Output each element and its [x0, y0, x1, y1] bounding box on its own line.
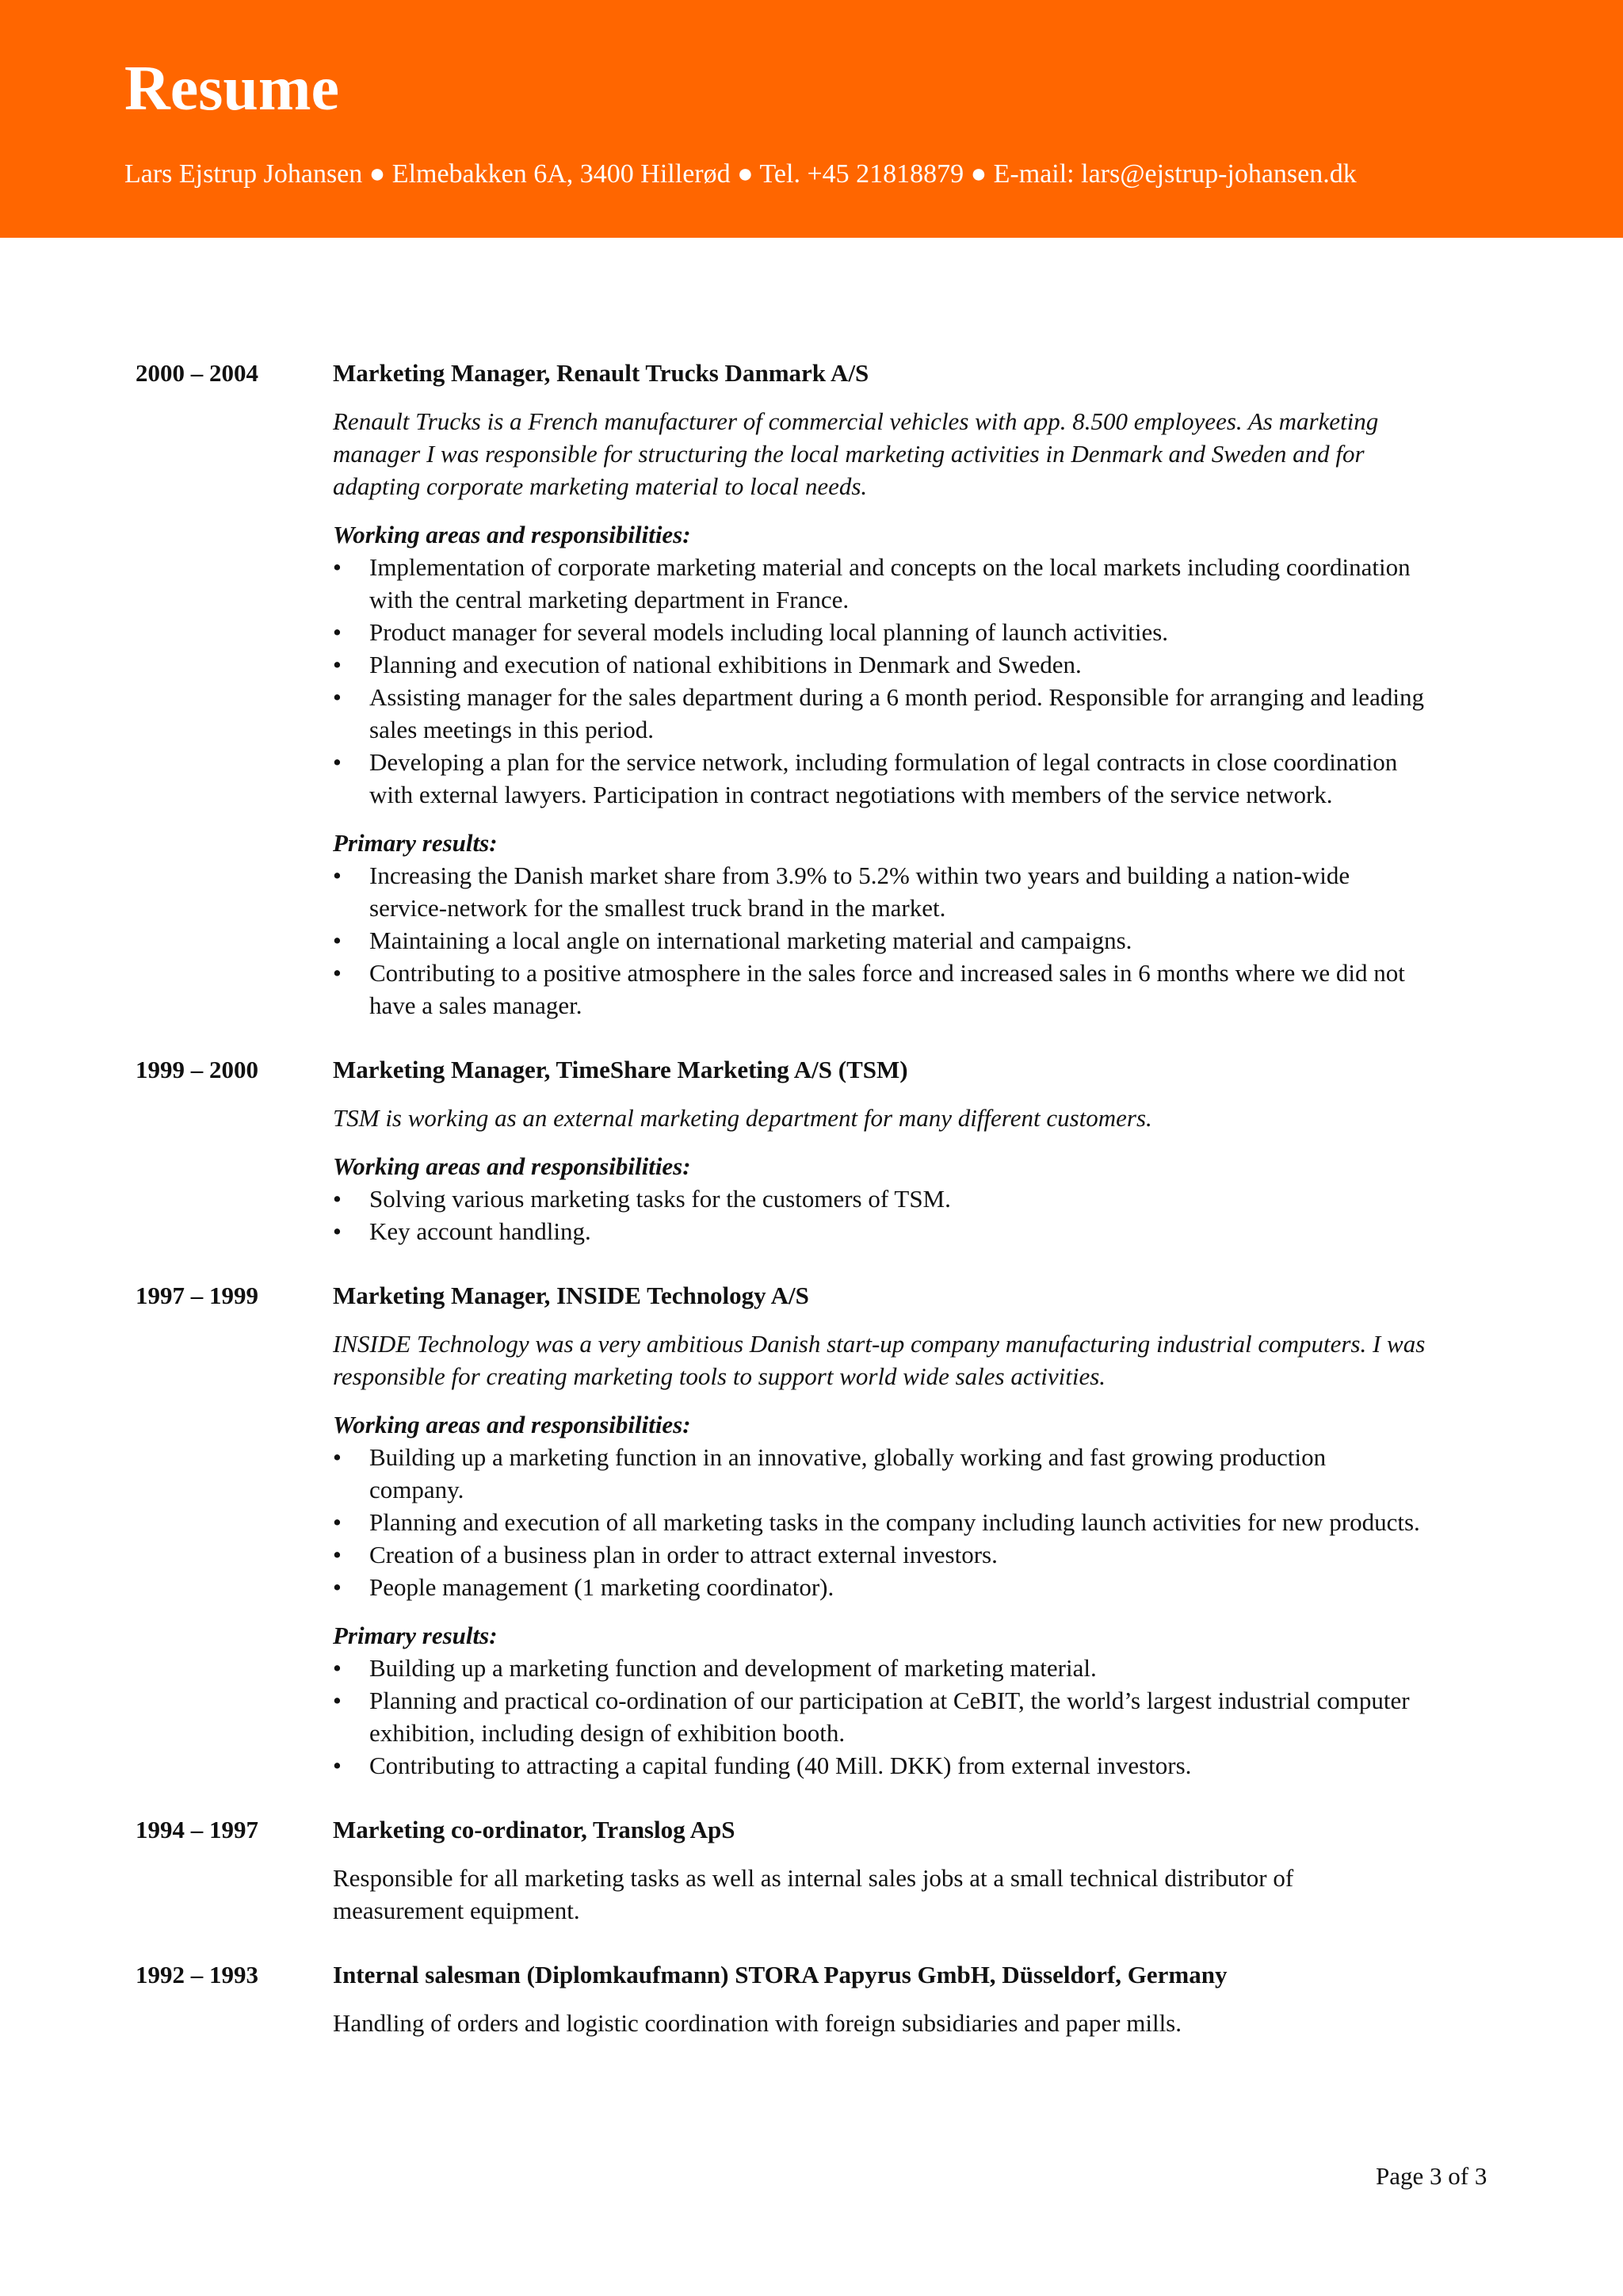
experience-entry-inside — [0, 1279, 1623, 1782]
bullet-icon: • — [333, 618, 342, 646]
bullet-icon: • — [333, 651, 342, 678]
bullet-icon: • — [333, 1508, 342, 1536]
experience-list — [0, 357, 1623, 2071]
entry-body — [333, 1053, 1426, 1247]
list-item — [333, 957, 1426, 1022]
list-item — [333, 1652, 1426, 1684]
section-heading: Working areas and responsibilities: — [333, 1152, 691, 1180]
bullet-icon: • — [333, 1654, 342, 1682]
experience-entry-stora — [0, 1958, 1623, 2039]
list-item-text: Assisting manager for the sales department during a 6 month period. Responsible for arranging and leading sales meetings in this period. — [369, 683, 1424, 743]
list-item — [333, 551, 1426, 616]
entry-body — [333, 1958, 1426, 2039]
entry-years: 1992 – 1993 — [136, 1961, 258, 1988]
experience-entry-translog — [0, 1813, 1623, 1927]
section-heading: Primary results: — [333, 1622, 498, 1649]
list-item — [333, 1749, 1426, 1782]
entry-body — [333, 1813, 1426, 1927]
section-heading: Primary results: — [333, 829, 498, 857]
bullet-icon: • — [333, 683, 342, 711]
list-item-text: Building up a marketing function and development of marketing material. — [369, 1654, 1097, 1682]
bullet-icon: • — [333, 748, 342, 776]
bullet-icon: • — [333, 926, 342, 954]
entry-description: Responsible for all marketing tasks as well as internal sales jobs at a small technical distributor of measurement equipment. — [333, 1864, 1294, 1924]
list-item — [333, 924, 1426, 957]
contact-line: Lars Ejstrup Johansen ● Elmebakken 6A, 3400 Hillerød ● Tel. +45 21818879 ● E-mail: lars@ejstrup-johansen.dk — [124, 159, 1357, 189]
list-item — [333, 1506, 1426, 1538]
section-heading: Working areas and responsibilities: — [333, 521, 691, 548]
list-item — [333, 1215, 1426, 1247]
list-item-text: Planning and practical co-ordination of our participation at CeBIT, the world’s largest industrial computer exhibition, including design of exhibition booth. — [369, 1687, 1410, 1747]
responsibilities-list — [333, 1182, 1426, 1247]
entry-years: 1997 – 1999 — [136, 1282, 258, 1309]
responsibilities-list — [333, 1441, 1426, 1603]
bullet-icon: • — [333, 1443, 342, 1471]
bullet-icon: • — [333, 1185, 342, 1213]
list-item — [333, 648, 1426, 681]
bullet-icon: • — [333, 1752, 342, 1779]
list-item-text: Planning and execution of all marketing tasks in the company including launch activities for new products. — [369, 1508, 1420, 1536]
bullet-icon: • — [333, 959, 342, 987]
list-item — [333, 1571, 1426, 1603]
list-item-text: Developing a plan for the service network, including formulation of legal contracts in close coordination with external lawyers. Participation in contract negotiations with members of the service network. — [369, 748, 1398, 808]
list-item-text: Key account handling. — [369, 1217, 591, 1245]
entry-title: Marketing Manager, TimeShare Marketing A/S (TSM) — [333, 1056, 908, 1083]
list-item-text: Increasing the Danish market share from 3.9% to 5.2% within two years and building a nation-wide service-network for the smallest truck brand in the market. — [369, 861, 1350, 922]
bullet-icon: • — [333, 1541, 342, 1568]
page-number: Page 3 of 3 — [1376, 2162, 1487, 2190]
entry-description: INSIDE Technology was a very ambitious Danish start-up company manufacturing industrial computers. I was responsible for creating marketing tools to support world wide sales activities. — [333, 1330, 1426, 1390]
section-heading: Working areas and responsibilities: — [333, 1411, 691, 1438]
list-item-text: Implementation of corporate marketing material and concepts on the local markets including coordination with the central marketing department in France. — [369, 553, 1411, 613]
entry-description: Handling of orders and logistic coordination with foreign subsidiaries and paper mills. — [333, 2009, 1182, 2037]
results-list — [333, 1652, 1426, 1782]
list-item-text: Building up a marketing function in an innovative, globally working and fast growing production company. — [369, 1443, 1327, 1503]
list-item — [333, 1182, 1426, 1215]
entry-years: 2000 – 2004 — [136, 359, 258, 387]
list-item-text: Creation of a business plan in order to attract external investors. — [369, 1541, 998, 1568]
bullet-icon: • — [333, 861, 342, 889]
entry-body — [333, 1279, 1426, 1782]
experience-entry-renault — [0, 357, 1623, 1022]
entry-body — [333, 357, 1426, 1022]
list-item-text: Product manager for several models including local planning of launch activities. — [369, 618, 1169, 646]
entry-title: Marketing Manager, Renault Trucks Danmark A/S — [333, 359, 869, 387]
experience-entry-tsm — [0, 1053, 1623, 1247]
list-item-text: People management (1 marketing coordinator). — [369, 1573, 834, 1601]
entry-title: Marketing co-ordinator, Translog ApS — [333, 1816, 735, 1843]
list-item — [333, 859, 1426, 924]
entry-years: 1999 – 2000 — [136, 1056, 258, 1083]
entry-years: 1994 – 1997 — [136, 1816, 258, 1843]
resume-header — [0, 0, 1623, 238]
entry-title: Marketing Manager, INSIDE Technology A/S — [333, 1282, 809, 1309]
bullet-icon: • — [333, 553, 342, 581]
entry-title: Internal salesman (Diplomkaufmann) STORA Papyrus GmbH, Düsseldorf, Germany — [333, 1961, 1228, 1988]
results-list — [333, 859, 1426, 1022]
list-item-text: Contributing to a positive atmosphere in the sales force and increased sales in 6 months where we did not have a sales manager. — [369, 959, 1405, 1019]
list-item — [333, 616, 1426, 648]
list-item — [333, 746, 1426, 811]
entry-description: TSM is working as an external marketing department for many different customers. — [333, 1104, 1152, 1132]
list-item-text: Planning and execution of national exhibitions in Denmark and Sweden. — [369, 651, 1082, 678]
list-item — [333, 681, 1426, 746]
bullet-icon: • — [333, 1217, 342, 1245]
page-title: Resume — [124, 54, 340, 124]
list-item — [333, 1441, 1426, 1506]
list-item — [333, 1538, 1426, 1571]
list-item-text: Contributing to attracting a capital funding (40 Mill. DKK) from external investors. — [369, 1752, 1192, 1779]
bullet-icon: • — [333, 1687, 342, 1714]
list-item-text: Maintaining a local angle on international marketing material and campaigns. — [369, 926, 1132, 954]
list-item-text: Solving various marketing tasks for the customers of TSM. — [369, 1185, 951, 1213]
entry-description: Renault Trucks is a French manufacturer of commercial vehicles with app. 8.500 employees. As marketing manager I was responsible for structuring the local marketing activities in Denmark and Sweden and for adapting corporate marketing material to local needs. — [333, 407, 1379, 500]
list-item — [333, 1684, 1426, 1749]
bullet-icon: • — [333, 1573, 342, 1601]
responsibilities-list — [333, 551, 1426, 811]
